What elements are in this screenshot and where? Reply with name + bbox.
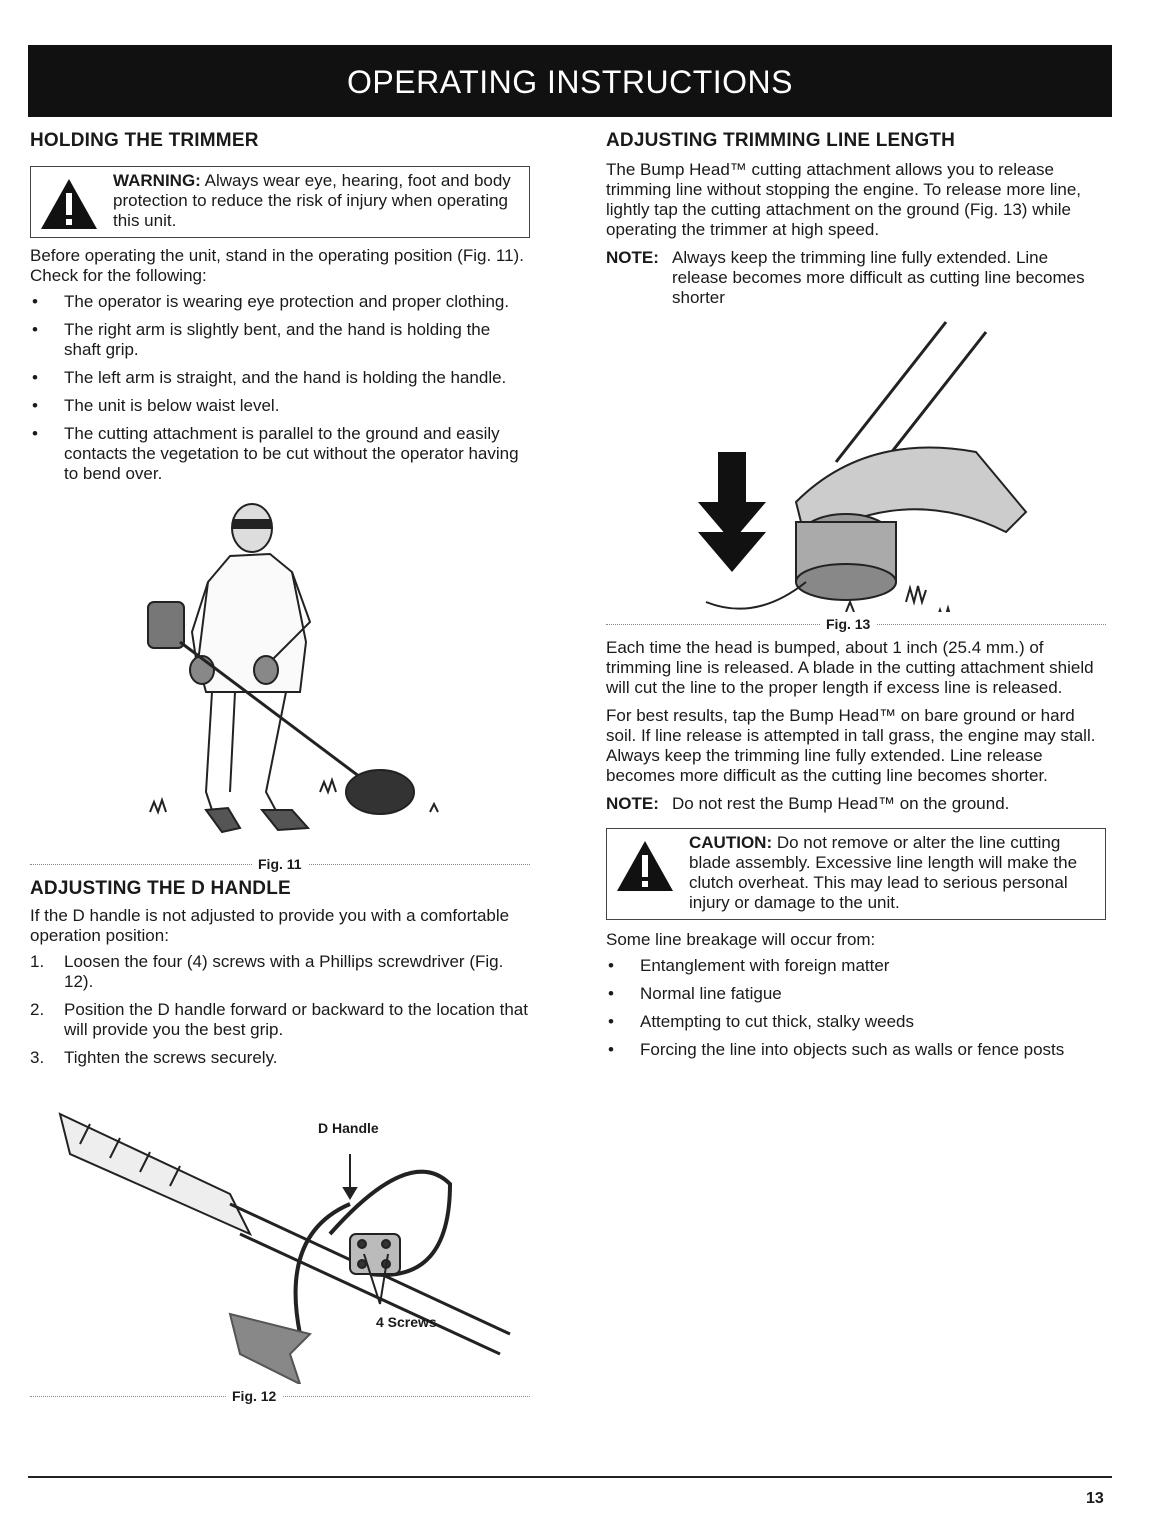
right-column [606, 130, 1106, 1068]
list-item: • Entanglement with foreign matter [606, 956, 1106, 976]
length-intro: The Bump Head™ cutting attachment allows you to release trimming line without stopping the engine. To release more line, lightly tap the cutting attachment on the ground (Fig. 13) while operating the trimmer at high speed. [606, 160, 1082, 239]
note-text: Always keep the trimming line fully extended. Line release becomes more difficult as cutting line becomes shorter [672, 248, 1085, 307]
list-item: • The right arm is slightly bent, and the hand is holding the shaft grip. [30, 320, 530, 360]
note-label: NOTE: [606, 248, 659, 267]
warning-triangle-icon [39, 177, 99, 231]
fig11-caption [30, 856, 530, 872]
fig13-caption [606, 616, 1106, 632]
d-handle-callout: D Handle [318, 1120, 379, 1136]
fig11-label: Fig. 11 [252, 856, 308, 872]
fig13-label: Fig. 13 [820, 616, 876, 632]
holding-checklist [30, 292, 530, 484]
list-item: • Forcing the line into objects such as walls or fence posts [606, 1040, 1106, 1060]
footer-rule [28, 1476, 1112, 1478]
d-handle-illustration [30, 1084, 530, 1384]
holding-intro: Before operating the unit, stand in the operating position (Fig. 11). Check for the following: [30, 246, 524, 285]
list-item: • Attempting to cut thick, stalky weeds [606, 1012, 1106, 1032]
para-best-results: For best results, tap the Bump Head™ on bare ground or hard soil. If line release is attempted in tall grass, the engine may stall. Always keep the trimming line fully extended. Line release becomes more difficult as the cutting line becomes shorter. [606, 706, 1096, 785]
heading-adjusting-d-handle: ADJUSTING THE D HANDLE [30, 878, 291, 899]
list-item: 2. Position the D handle forward or backward to the location that will provide you the best grip. [30, 1000, 528, 1039]
breakage-intro: Some line breakage will occur from: [606, 930, 876, 949]
dhandle-intro: If the D handle is not adjusted to provide you with a comfortable operation position: [30, 906, 510, 945]
caution-label: CAUTION: [689, 833, 773, 852]
warning-text: Always wear eye, hearing, foot and body protection to reduce the risk of injury when operating this unit. [113, 171, 511, 230]
list-item: • The operator is wearing eye protection and proper clothing. [30, 292, 530, 312]
screws-callout: 4 Screws [376, 1314, 437, 1330]
caution-box [606, 828, 1106, 920]
fig12-label: Fig. 12 [226, 1388, 282, 1404]
list-item: • The cutting attachment is parallel to the ground and easily contacts the vegetation to be cut without the operator having to bend over. [30, 424, 530, 484]
page-number: 13 [1086, 1490, 1104, 1507]
bump-head-illustration [606, 312, 1106, 612]
heading-adjusting-line-length: ADJUSTING TRIMMING LINE LENGTH [606, 130, 956, 151]
list-item: • The left arm is straight, and the hand is holding the handle. [30, 368, 530, 388]
list-item: • Normal line fatigue [606, 984, 1106, 1004]
fig12-caption [30, 1388, 530, 1404]
warning-triangle-icon [615, 839, 675, 893]
warning-box [30, 166, 530, 238]
note-do-not-rest [606, 794, 1106, 814]
note-keep-extended [606, 248, 1106, 308]
para-bump-release: Each time the head is bumped, about 1 inch (25.4 mm.) of trimming line is released. A blade in the cutting attachment shield will cut the line to the proper length if excess line is released. [606, 638, 1094, 697]
heading-holding-trimmer: HOLDING THE TRIMMER [30, 130, 259, 151]
breakage-list [606, 956, 1106, 1060]
left-column [30, 130, 530, 1410]
warning-label: WARNING: [113, 171, 201, 190]
operator-figure-illustration [30, 492, 530, 852]
note-label: NOTE: [606, 794, 659, 813]
d-handle-illustration-wrap [30, 1084, 530, 1384]
list-item: • The unit is below waist level. [30, 396, 530, 416]
note-text: Do not rest the Bump Head™ on the ground. [672, 794, 1010, 813]
list-item: 3. Tighten the screws securely. [30, 1048, 278, 1067]
caution-text: Do not remove or alter the line cutting blade assembly. Excessive line length will make the clutch overheat. This may lead to serious personal injury or damage to the unit. [689, 833, 1078, 912]
page-banner: OPERATING INSTRUCTIONS [28, 45, 1112, 117]
list-item: 1. Loosen the four (4) screws with a Phillips screwdriver (Fig. 12). [30, 952, 504, 991]
dhandle-steps [30, 952, 530, 1068]
